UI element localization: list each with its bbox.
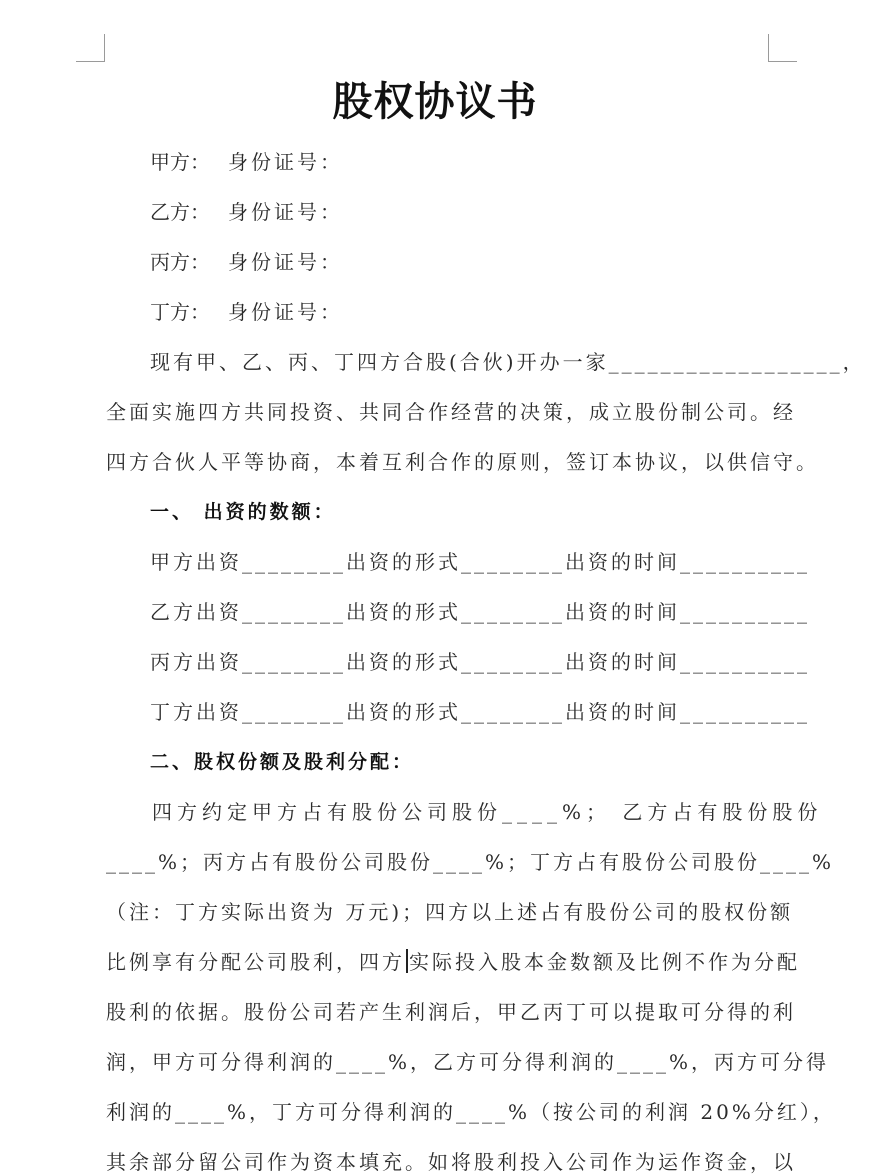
party-label: 乙方： <box>150 200 210 224</box>
share-line-4[interactable] <box>106 949 800 975</box>
party-label: 丁方： <box>150 300 210 324</box>
intro-line-2[interactable]: 全面实施四方共同投资、共同合作经营的决策，成立股份制公司。经 <box>106 400 796 424</box>
contribution-row-ding[interactable]: 丁方出资________出资的形式________出资的时间__________ <box>150 700 810 724</box>
party-row-yi[interactable] <box>150 199 343 225</box>
contribution-row-jia[interactable]: 甲方出资________出资的形式________出资的时间__________ <box>150 550 810 574</box>
intro-line-3[interactable]: 四方合伙人平等协商，本着互利合作的原则，签订本协议，以供信守。 <box>106 450 819 474</box>
section-1-heading[interactable]: 一、 出资的数额： <box>150 501 336 523</box>
share-line-5[interactable]: 股利的依据。股份公司若产生利润后，甲乙丙丁可以提取可分得的利 <box>106 1000 796 1024</box>
share-line-4-before-cursor: 比例享有分配公司股利，四方 <box>106 950 405 974</box>
section-2-heading[interactable]: 二、股权份额及股利分配： <box>150 751 415 773</box>
intro-line-1[interactable]: 现有甲、乙、丙、丁四方合股(合伙)开办一家__________________， <box>150 350 866 374</box>
id-number-label: 身份证号： <box>228 250 343 274</box>
id-number-label: 身份证号： <box>228 300 343 324</box>
id-number-label: 身份证号： <box>228 150 343 174</box>
share-line-1[interactable]: 四方约定甲方占有股份公司股份____%； 乙方占有股份股份 <box>152 800 823 824</box>
page-corner-mark-top-left <box>76 34 105 62</box>
id-number-label: 身份证号： <box>228 200 343 224</box>
contribution-row-yi[interactable]: 乙方出资________出资的形式________出资的时间__________ <box>150 600 810 624</box>
share-line-2[interactable]: ____%；丙方占有股份公司股份____%；丁方占有股份公司股份____% <box>106 850 835 874</box>
party-row-bing[interactable] <box>150 249 343 275</box>
share-line-8[interactable]: 其余部分留公司作为资本填充。如将股利投入公司作为运作资金，以 <box>106 1150 796 1174</box>
page-corner-mark-top-right <box>768 34 797 62</box>
text-cursor <box>406 949 408 973</box>
party-label: 丙方： <box>150 250 210 274</box>
contribution-row-bing[interactable]: 丙方出资________出资的形式________出资的时间__________ <box>150 650 810 674</box>
share-line-7[interactable]: 利润的____%，丁方可分得利润的____%（按公司的利润 20%分红）， <box>106 1100 836 1124</box>
party-label: 甲方： <box>150 150 210 174</box>
party-row-jia[interactable] <box>150 149 343 175</box>
share-line-4-after-cursor: 实际投入股本金数额及比例不作为分配 <box>409 950 800 974</box>
party-row-ding[interactable] <box>150 299 343 325</box>
document-title[interactable]: 股权协议书 <box>332 79 538 125</box>
share-line-3[interactable]: （注：丁方实际出资为 万元)；四方以上述占有股份公司的股权份额 <box>106 900 794 924</box>
share-line-6[interactable]: 润，甲方可分得利润的____%，乙方可分得利润的____%，丙方可分得 <box>106 1050 830 1074</box>
